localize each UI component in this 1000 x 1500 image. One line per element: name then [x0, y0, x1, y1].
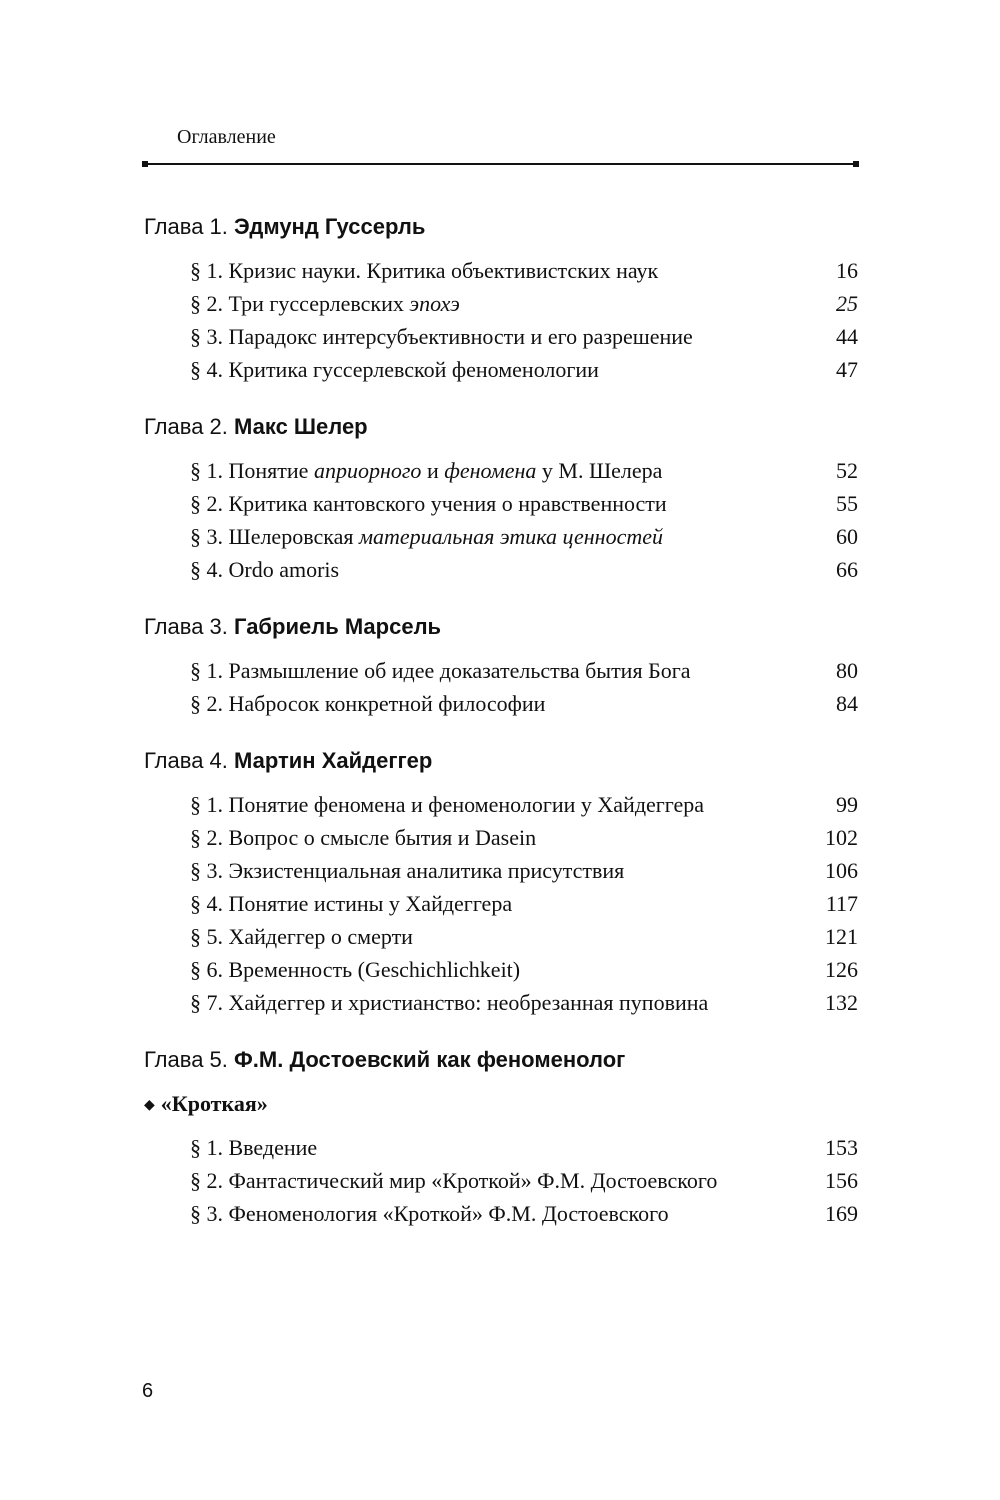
toc-entry[interactable]	[144, 953, 858, 986]
entry-text: § 2. Набросок конкретной философии	[190, 691, 546, 716]
entry-text: § 2. Три гуссерлевских	[190, 291, 410, 316]
entry-title	[190, 821, 536, 854]
entry-title	[190, 320, 693, 353]
subsection-title: «Кроткая»	[160, 1091, 268, 1116]
entry-title	[190, 788, 704, 821]
toc-entry[interactable]	[144, 454, 858, 487]
chapter-title	[144, 210, 858, 244]
chapter-title	[144, 1043, 858, 1077]
table-of-contents	[144, 210, 858, 1254]
toc-entry[interactable]	[144, 254, 858, 287]
entry-page-number: 117	[825, 891, 858, 916]
entry-text: § 7. Хайдеггер и христианство: необрезанная пуповина	[190, 990, 709, 1015]
entry-page-number: 102	[825, 825, 858, 850]
chapter-title	[144, 410, 858, 444]
entry-text: § 2. Фантастический мир «Кроткой» Ф.М. Достоевского	[190, 1168, 718, 1193]
subsection-heading	[144, 1087, 858, 1121]
entry-page-number: 16	[836, 258, 858, 283]
entry-page-number: 126	[825, 957, 858, 982]
entry-text: § 1. Кризис науки. Критика объективистских наук	[190, 258, 659, 283]
chapter-label: Глава 5.	[144, 1047, 228, 1072]
toc-entry[interactable]	[144, 1131, 858, 1164]
entry-title	[190, 654, 691, 687]
toc-entry[interactable]	[144, 520, 858, 553]
entry-text: § 4. Ordo amoris	[190, 557, 340, 582]
entry-text: § 3. Парадокс интерсубъективности и его разрешение	[190, 324, 693, 349]
chapter-name: Габриель Марсель	[234, 614, 442, 639]
chapter-name: Мартин Хайдеггер	[234, 748, 433, 773]
entry-text: § 2. Вопрос о смысле бытия и Dasein	[190, 825, 537, 850]
entry-title	[190, 454, 662, 487]
entry-title	[190, 553, 339, 586]
diamond-bullet-icon: ◆	[144, 1097, 155, 1113]
entry-page-number: 66	[836, 557, 858, 582]
entry-page-number: 106	[825, 858, 858, 883]
toc-entry[interactable]	[144, 287, 858, 320]
entry-text: § 3. Экзистенциальная аналитика присутствия	[190, 858, 625, 883]
entry-page-number: 47	[836, 357, 858, 382]
chapter-2	[144, 410, 858, 586]
entry-page-number: 121	[825, 924, 858, 949]
entry-title	[190, 1197, 669, 1230]
entry-text: § 2. Критика кантовского учения о нравственности	[190, 491, 667, 516]
page-number: 6	[142, 1380, 154, 1402]
toc-entry[interactable]	[144, 687, 858, 720]
toc-entry[interactable]	[144, 1197, 858, 1230]
toc-entry[interactable]	[144, 821, 858, 854]
entry-page-number: 55	[836, 491, 858, 516]
entry-title	[190, 520, 663, 553]
toc-entry[interactable]	[144, 920, 858, 953]
toc-entry[interactable]	[144, 654, 858, 687]
entry-text: § 4. Понятие истины у Хайдеггера	[190, 891, 513, 916]
entry-title	[190, 887, 512, 920]
entry-title	[190, 487, 667, 520]
chapter-3	[144, 610, 858, 720]
chapter-name: Ф.М. Достоевский как феноменолог	[234, 1047, 626, 1072]
chapter-label: Глава 3.	[144, 614, 228, 639]
chapter-5	[144, 1043, 858, 1230]
entry-title	[190, 953, 520, 986]
entry-page-number: 132	[825, 990, 858, 1015]
chapter-4	[144, 744, 858, 1019]
entry-title	[190, 1164, 717, 1197]
entry-page-number: 60	[836, 524, 858, 549]
entry-page-number: 52	[836, 458, 858, 483]
entry-title	[190, 854, 624, 887]
entry-text: § 1. Понятие феномена и феноменологии у Хайдеггера	[190, 792, 705, 817]
chapter-label: Глава 1.	[144, 214, 228, 239]
entry-text: § 5. Хайдеггер о смерти	[190, 924, 413, 949]
toc-entry[interactable]	[144, 854, 858, 887]
entry-title	[190, 254, 658, 287]
entry-title	[190, 353, 599, 386]
italic-term: феномена	[444, 458, 537, 483]
entry-text: § 3. Шелеровская	[190, 524, 359, 549]
italic-term: материальная этика ценностей	[358, 524, 664, 549]
rule-end-left	[142, 161, 148, 167]
toc-entry[interactable]	[144, 353, 858, 386]
entry-text: § 3. Феноменология «Кроткой» Ф.М. Достоевского	[190, 1201, 669, 1226]
chapter-title	[144, 610, 858, 644]
entry-text: у М. Шелера	[536, 458, 663, 483]
entry-page-number: 80	[836, 658, 858, 683]
entry-title	[190, 986, 708, 1019]
chapter-name: Макс Шелер	[234, 414, 368, 439]
toc-entry[interactable]	[144, 788, 858, 821]
entry-page-number: 99	[836, 792, 858, 817]
entry-page-number: 156	[825, 1168, 858, 1193]
toc-entry[interactable]	[144, 986, 858, 1019]
entry-title	[190, 1131, 317, 1164]
entry-page-number: 25	[836, 291, 858, 316]
entry-page-number: 153	[825, 1135, 858, 1160]
chapter-name: Эдмунд Гуссерль	[234, 214, 426, 239]
toc-entry[interactable]	[144, 553, 858, 586]
chapter-label: Глава 2.	[144, 414, 228, 439]
chapter-label: Глава 4.	[144, 748, 228, 773]
header-rule	[144, 163, 858, 165]
entry-text: § 1. Понятие	[190, 458, 314, 483]
entry-page-number: 84	[836, 691, 858, 716]
italic-term: эпохэ	[409, 291, 460, 316]
entry-text: § 1. Размышление об идее доказательства бытия Бога	[190, 658, 691, 683]
rule-end-right	[853, 161, 859, 167]
entry-title	[190, 687, 545, 720]
entry-text: § 1. Введение	[190, 1135, 318, 1160]
entry-page-number: 169	[825, 1201, 858, 1226]
toc-entry[interactable]	[144, 1164, 858, 1197]
toc-entry[interactable]	[144, 887, 858, 920]
chapter-title	[144, 744, 858, 778]
toc-entry[interactable]	[144, 320, 858, 353]
italic-term: априорного	[313, 458, 422, 483]
running-header: Оглавление	[177, 126, 276, 148]
entry-page-number: 44	[836, 324, 858, 349]
chapter-1	[144, 210, 858, 386]
entry-title	[190, 920, 413, 953]
entry-text: и	[421, 458, 445, 483]
entry-title	[190, 287, 460, 320]
entry-text: § 4. Критика гуссерлевской феноменологии	[190, 357, 599, 382]
entry-text: § 6. Временность (Geschichlichkeit)	[190, 957, 521, 982]
toc-entry[interactable]	[144, 487, 858, 520]
